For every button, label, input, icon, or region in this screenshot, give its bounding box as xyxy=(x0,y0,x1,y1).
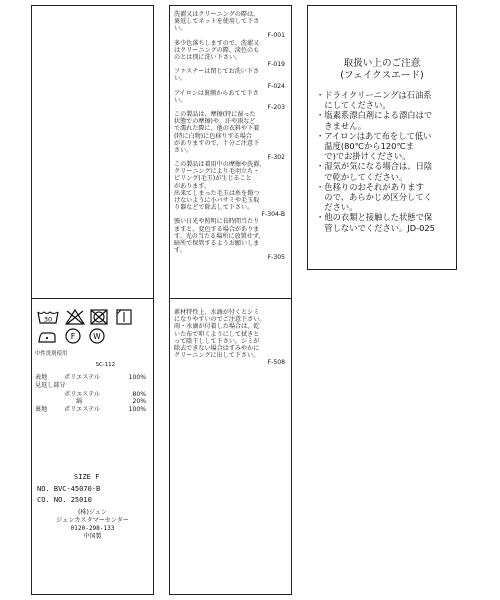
material-pct: 20% xyxy=(132,398,146,405)
care-label-instructions xyxy=(169,5,292,595)
caution-line: 温度(80℃から120℃ま xyxy=(316,141,415,151)
line-dry-icon xyxy=(116,309,132,325)
product-number: NO. BVC-45070-B xyxy=(37,485,101,493)
divider xyxy=(32,298,153,299)
material-pct: 100% xyxy=(128,374,146,381)
instruction-code: F-305 xyxy=(267,254,285,262)
material-pct: 100% xyxy=(128,406,146,413)
material-fiber: ポリエステル xyxy=(64,391,101,398)
wet-clean-w-icon xyxy=(89,328,105,344)
wash-temp-text: 30 xyxy=(43,315,53,324)
instruction-code: F-304-B xyxy=(261,211,285,219)
instruction-line: り器などで除去して下さい。 xyxy=(174,204,254,212)
caution-line: で)でお掛けください。 xyxy=(316,151,411,162)
material-part: 見返し部分 xyxy=(35,382,66,389)
company-name: (株)ジュン xyxy=(77,509,107,516)
caution-line: ・ドライクリーニングは石油系 xyxy=(316,90,432,100)
instruction-line: 除去できない場合はすみやかに xyxy=(174,345,260,352)
instruction-line: 素材特性上、水滴が付くとシミ xyxy=(174,309,260,316)
iron-low-icon xyxy=(37,330,57,344)
instruction-line: ピリング(毛玉)が生じること xyxy=(174,175,252,183)
dry-clean-f-icon xyxy=(65,328,81,344)
instruction-line: 出来てしまった毛玉は糸を傷つ xyxy=(174,189,260,197)
instruction-line: はクリーニングの際、淡色のも xyxy=(174,46,260,54)
instruction-line: のとは別に洗い下さい。 xyxy=(174,53,242,61)
instruction-line: い。 xyxy=(174,75,187,83)
instruction-line: 強い日光や照明に長時間当たり xyxy=(174,218,260,226)
instruction-line: (特に白物)に色移りする場合 xyxy=(174,132,252,140)
instruction-line: アイロンは裏側からあてて下さ xyxy=(174,89,259,97)
instruction-line: 状態での摩擦)や、汗や雨など xyxy=(174,118,256,126)
caution-subtitle: (フェイクスエード) xyxy=(340,70,424,81)
instruction-code: F-302 xyxy=(267,154,285,161)
instruction-code: F-001 xyxy=(267,32,285,40)
caution-line: ・塩素系漂白剤による漂白はで xyxy=(316,110,433,121)
instruction-line: があります。 xyxy=(174,182,211,190)
instruction-code: F-203 xyxy=(267,103,285,111)
material-fiber: ポリエステル xyxy=(64,406,101,413)
wash-30-icon xyxy=(37,309,59,325)
svg-text:F: F xyxy=(70,332,76,341)
instruction-line: す。光の当たる場所に放置せず、 xyxy=(174,232,265,240)
no-bleach-icon xyxy=(65,309,85,325)
instruction-line: 暗所で保管するようお願いしま xyxy=(174,239,260,247)
caution-line: にしてください。 xyxy=(316,100,391,111)
customer-center: ジュンカスタマーセンター xyxy=(56,517,129,524)
instruction-line: い。 xyxy=(174,25,187,33)
instruction-line: ファスナーは閉じてお洗い下さ xyxy=(174,68,260,76)
material-code: SC-112 xyxy=(95,362,115,368)
instruction-line: い。 xyxy=(174,96,187,104)
material-fiber: ポリエステル xyxy=(64,374,101,381)
instruction-line: クリーニングに出して下さい。 xyxy=(174,352,260,360)
handling-caution-label xyxy=(307,5,457,270)
instruction-code: F-024 xyxy=(267,82,285,90)
caution-line: ・他の衣類と接触した状態で保 xyxy=(316,212,433,223)
material-part: 裏地 xyxy=(35,406,48,413)
divider xyxy=(170,298,291,299)
caution-line: 管しないでください。JD-025 xyxy=(316,222,435,233)
country-of-origin: 中国製 xyxy=(83,533,102,540)
phone-number: 0120-298-133 xyxy=(70,525,115,532)
instruction-line: で濡れた際に、他の衣料や下着 xyxy=(174,125,260,133)
instruction-line: って陰干しして下さい。シミが xyxy=(174,337,260,345)
instruction-code: F-508 xyxy=(267,359,285,367)
caution-line: ・湿気が気になる場合は、日陰 xyxy=(316,161,433,172)
instruction-line: この製品は、摩擦(特に湿った xyxy=(174,111,256,119)
instruction-line: いた布で叩くようにして拭きと xyxy=(174,330,260,338)
no-tumble-dry-icon xyxy=(90,309,108,325)
material-pct: 80% xyxy=(132,391,146,398)
caution-line: ので、あらかじめ区分してく xyxy=(316,192,432,202)
instruction-line: がありますので、十分ご注意下 xyxy=(174,139,260,147)
caution-line: きません。 xyxy=(316,120,367,131)
caution-title: 取扱い上のご注意 xyxy=(343,58,421,69)
care-label-composition xyxy=(31,5,154,595)
co-number: CO. NO. 25010 xyxy=(37,496,92,504)
instruction-line: す。 xyxy=(174,246,186,254)
material-part: 表地 xyxy=(35,374,48,381)
size-text: SIZE F xyxy=(74,473,100,481)
instruction-line: になりやすいのでご注意下さい。 xyxy=(174,316,266,324)
usage-note: 中性洗剤使用 xyxy=(35,351,68,357)
instruction-line: さい。 xyxy=(174,146,193,154)
instruction-code: F-019 xyxy=(267,61,285,69)
instruction-line: 多少色落ちしますので、洗濯又 xyxy=(174,39,260,47)
svg-text:W: W xyxy=(93,332,101,341)
caution-line: で乾かしてください。 xyxy=(316,171,408,182)
instruction-line: クリーニングにより毛羽立ち・ xyxy=(174,168,260,176)
instruction-line: 洗濯又はクリーニングの際は、 xyxy=(174,11,260,18)
instruction-line: 雨・水滴が付着した場合は、乾 xyxy=(174,323,260,331)
instruction-line: けないように小バサミや毛玉取 xyxy=(174,196,260,204)
caution-line: ださい。 xyxy=(316,202,358,213)
caution-line: ・色移りのおそれがあります xyxy=(316,181,424,192)
instruction-line: 裏返してネットを使用して下さ xyxy=(174,18,260,26)
material-fiber: 綿 xyxy=(76,398,83,405)
instruction-line: この製品は着用中の摩擦や洗濯、 xyxy=(174,161,266,169)
caution-line: ・アイロンはあて布をして低い xyxy=(316,130,432,141)
instruction-line: ますと、変色する場合がありま xyxy=(174,225,260,233)
